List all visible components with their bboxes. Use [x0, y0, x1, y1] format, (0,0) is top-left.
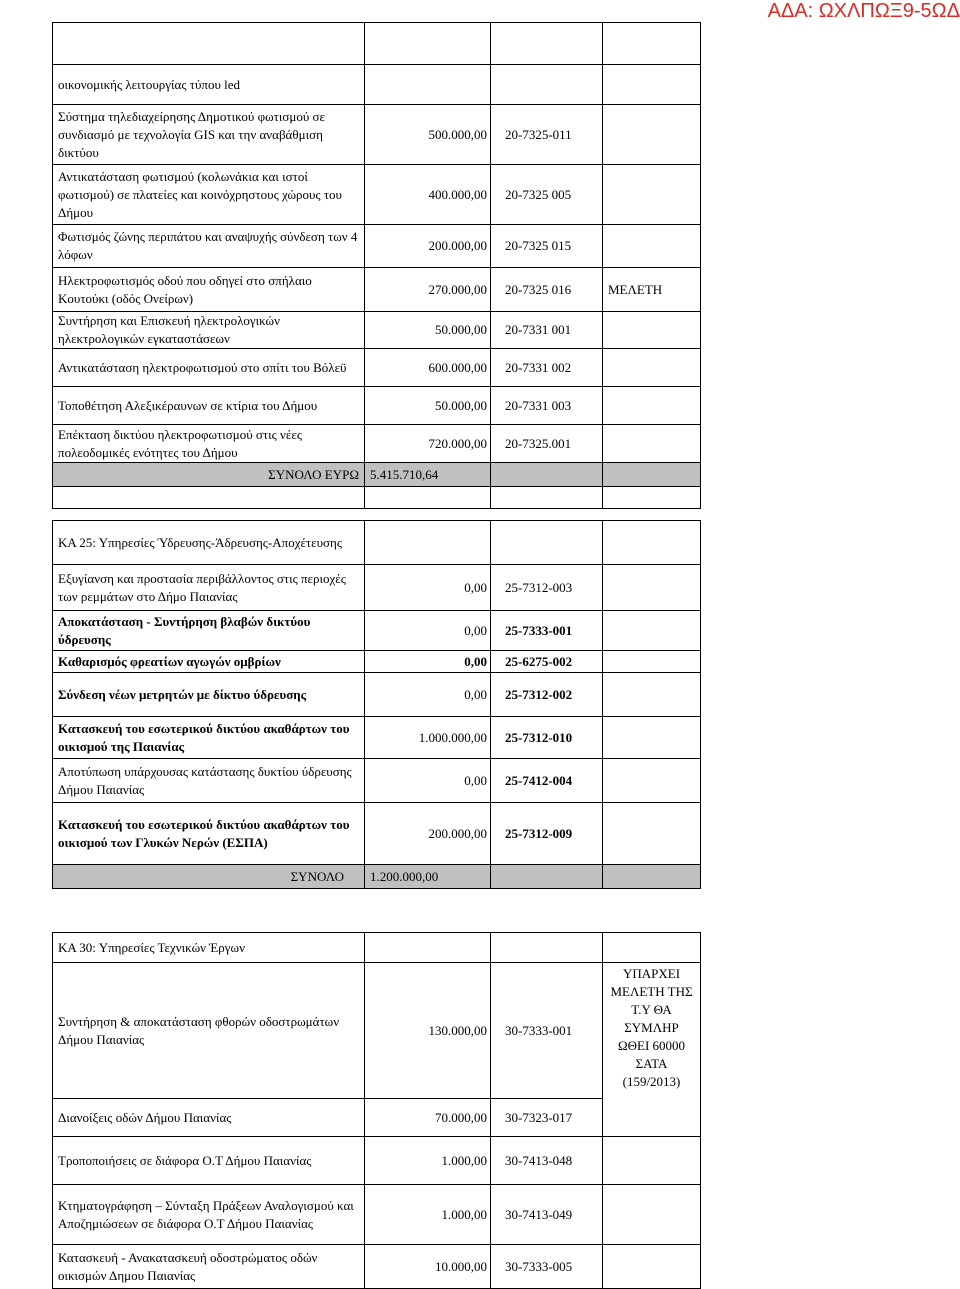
project-code: 25-6275-002	[491, 651, 603, 673]
project-desc: Αποτύπωση υπάρχουσας κατάστασης δυκτίου ύδρευσης Δήμου Παιανίας	[53, 759, 365, 803]
project-desc: Επέκταση δικτύου ηλεκτροφωτισμού στις νέες πολεοδομικές ενότητες του Δήμου	[53, 425, 365, 463]
project-desc: Κτηματογράφηση – Σύνταξη Πράξεων Αναλογισμού και Αποζημιώσεων σε διάφορα Ο.Τ Δήμου Παιανίας	[53, 1185, 365, 1245]
project-code: 25-7333-001	[491, 611, 603, 651]
project-amount: 0,00	[365, 611, 491, 651]
project-note	[603, 165, 701, 225]
project-amount: 1.000,00	[365, 1137, 491, 1185]
total-value: 5.415.710,64	[365, 463, 491, 487]
project-code: 20-7325 005	[491, 165, 603, 225]
project-desc: Κατασκευή - Ανακατασκευή οδοστρώματος οδών οικισμών Δημου Παιανίας	[53, 1245, 365, 1289]
project-amount: 10.000,00	[365, 1245, 491, 1289]
project-desc: Τοποθέτηση Αλεξικέραυνων σε κτίρια του Δήμου	[53, 387, 365, 425]
project-code: 20-7331 003	[491, 387, 603, 425]
total-label: ΣΥΝΟΛΟ ΕΥΡΩ	[53, 463, 365, 487]
project-code: 30-7333-005	[491, 1245, 603, 1289]
project-amount: 0,00	[365, 651, 491, 673]
project-desc: Τροποποιήσεις σε διάφορα Ο.Τ Δήμου Παιανίας	[53, 1137, 365, 1185]
project-code: 30-7413-048	[491, 1137, 603, 1185]
technical-works-table	[52, 932, 701, 1289]
project-amount: 50.000,00	[365, 387, 491, 425]
project-note: ΜΕΛΕΤΗ	[603, 268, 701, 312]
project-desc: Εξυγίανση και προστασία περιβάλλοντος στις περιοχές των ρεμμάτων στο Δήμο Παιανίας	[53, 565, 365, 611]
project-desc: Ηλεκτροφωτισμός οδού που οδηγεί στο σπήλαιο Κουτούκι (οδός Ονείρων)	[53, 268, 365, 312]
project-code: 20-7325 015	[491, 225, 603, 268]
project-code: 20-7331 002	[491, 349, 603, 387]
project-code: 30-7333-001	[491, 963, 603, 1099]
project-desc: Κατασκευή του εσωτερικού δικτύου ακαθάρτων του οικισμού των Γλυκών Νερών (ΕΣΠΑ)	[53, 803, 365, 865]
project-amount: 70.000,00	[365, 1099, 491, 1137]
project-amount: 1.000.000,00	[365, 717, 491, 759]
project-desc: Αποκατάσταση - Συντήρηση βλαβών δικτύου ύδρευσης	[53, 611, 365, 651]
project-code: 25-7312-010	[491, 717, 603, 759]
project-amount: 50.000,00	[365, 312, 491, 349]
project-code: 20-7325 016	[491, 268, 603, 312]
project-note	[603, 387, 701, 425]
project-amount: 200.000,00	[365, 803, 491, 865]
project-amount: 0,00	[365, 673, 491, 717]
project-desc: Σύνδεση νέων μετρητών με δίκτυο ύδρευσης	[53, 673, 365, 717]
project-desc: Συντήρηση και Επισκευή ηλεκτρολογικών ηλεκτρολογικών εγκαταστάσεων	[53, 312, 365, 349]
total-label: ΣΥΝΟΛΟ	[53, 865, 365, 889]
project-amount: 1.000,00	[365, 1185, 491, 1245]
project-code: 20-7325-011	[491, 105, 603, 165]
intro-text: οικονομικής λειτουργίας τύπου led	[53, 65, 365, 105]
section-title: ΚΑ 25: Υπηρεσίες Ύδρευσης-Άδρευσης-Αποχέτευσης	[53, 521, 365, 565]
study-note: ΥΠΑΡΧΕΙ ΜΕΛΕΤΗ ΤΗΣ Τ.Υ ΘΑ ΣΥΜΛΗΡ ΩΘΕΙ 60000 ΣΑΤΑ (159/2013)	[603, 963, 701, 1137]
section-title: ΚΑ 30: Υπηρεσίες Τεχνικών Έργων	[53, 933, 365, 963]
project-amount: 500.000,00	[365, 105, 491, 165]
project-code: 25-7312-002	[491, 673, 603, 717]
project-code: 30-7413-049	[491, 1185, 603, 1245]
project-note	[603, 105, 701, 165]
lighting-projects-table	[52, 22, 701, 509]
project-code: 20-7325.001	[491, 425, 603, 463]
project-note	[603, 425, 701, 463]
project-desc: Καθαρισμός φρεατίων αγωγών ομβρίων	[53, 651, 365, 673]
project-note	[603, 312, 701, 349]
project-amount: 200.000,00	[365, 225, 491, 268]
project-note	[603, 225, 701, 268]
project-code: 30-7323-017	[491, 1099, 603, 1137]
project-desc: Συντήρηση & αποκατάσταση φθορών οδοστρωμάτων Δήμου Παιανίας	[53, 963, 365, 1099]
project-desc: Αντικατάσταση φωτισμού (κολωνάκια και ιστοί φωτισμού) σε πλατείες και κοινόχρηστους χώρους του Δήμου	[53, 165, 365, 225]
project-amount: 600.000,00	[365, 349, 491, 387]
project-amount: 130.000,00	[365, 963, 491, 1099]
water-projects-table	[52, 520, 701, 889]
ada-header: ΑΔΑ: ΩΧΛΠΩΞ9-5ΩΔ	[767, 0, 960, 22]
project-amount: 720.000,00	[365, 425, 491, 463]
project-note	[603, 349, 701, 387]
total-value: 1.200.000,00	[365, 865, 491, 889]
project-amount: 0,00	[365, 565, 491, 611]
project-code: 25-7312-009	[491, 803, 603, 865]
project-desc: Διανοίξεις οδών Δήμου Παιανίας	[53, 1099, 365, 1137]
project-code: 25-7312-003	[491, 565, 603, 611]
project-desc: Αντικατάσταση ηλεκτροφωτισμού στο σπίτι του Βόλεϋ	[53, 349, 365, 387]
project-amount: 0,00	[365, 759, 491, 803]
project-code: 20-7331 001	[491, 312, 603, 349]
project-amount: 400.000,00	[365, 165, 491, 225]
blank-cell	[53, 23, 365, 65]
project-code: 25-7412-004	[491, 759, 603, 803]
project-desc: Φωτισμός ζώνης περιπάτου και αναψυχής σύνδεση των 4 λόφων	[53, 225, 365, 268]
project-desc: Σύστημα τηλεδιαχείρησης Δημοτικού φωτισμού σε συνδιασμό με τεχνολογία GIS και την αναβάθμιση δικτύου	[53, 105, 365, 165]
project-amount: 270.000,00	[365, 268, 491, 312]
project-desc: Κατασκευή του εσωτερικού δικτύου ακαθάρτων του οικισμού της Παιανίας	[53, 717, 365, 759]
